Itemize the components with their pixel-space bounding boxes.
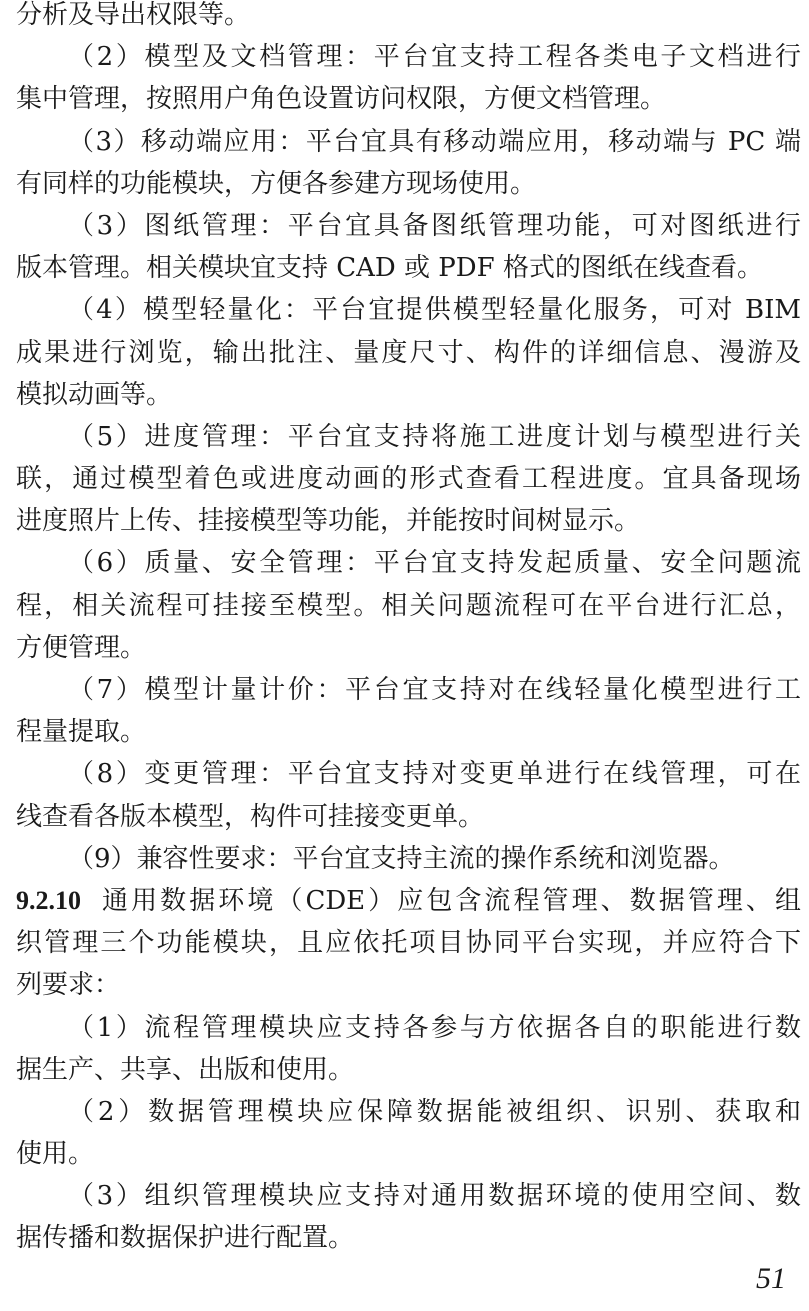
line-text: 方便管理。 (16, 632, 147, 663)
text-line (16, 542, 801, 584)
line-text: 据生产、共享、出版和使用。 (16, 1054, 355, 1085)
document-body (16, 0, 801, 1260)
line-text: 通用数据环境（CDE）应包含流程管理、数据管理、组 (99, 885, 801, 916)
line-text: 成果进行浏览，输出批注、量度尺寸、构件的详细信息、漫游及 (16, 337, 801, 368)
paragraph (16, 1091, 801, 1175)
text-line (16, 332, 801, 374)
line-text: 使用。 (16, 1139, 95, 1170)
paragraph (16, 0, 801, 36)
paragraph (16, 1007, 801, 1091)
text-line (16, 1007, 801, 1049)
line-text: （4）模型轻量化：平台宜提供模型轻量化服务，可对 BIM (68, 295, 801, 326)
paragraph (16, 669, 801, 753)
paragraph (16, 753, 801, 837)
clause-number: 9.2.10 (16, 885, 81, 915)
line-text: （7）模型计量计价：平台宜支持对在线轻量化模型进行工 (68, 675, 801, 705)
text-line (16, 121, 801, 163)
text-line (16, 669, 801, 711)
line-text: 分析及导出权限等。 (16, 0, 251, 30)
clause-paragraph (16, 880, 801, 1007)
text-line (16, 1091, 801, 1133)
line-text: （3）图纸管理：平台宜具备图纸管理功能，可对图纸进行 (68, 210, 801, 241)
line-text: （2）数据管理模块应保障数据能被组织、识别、获取和 (68, 1096, 801, 1127)
text-line (16, 627, 801, 669)
text-line (16, 922, 801, 964)
text-line (16, 416, 801, 458)
line-text: （5）进度管理：平台宜支持将施工进度计划与模型进行关 (68, 421, 801, 452)
text-line (16, 458, 801, 500)
line-text: 织管理三个功能模块，且应依托项目协同平台实现，并应符合下 (16, 928, 801, 959)
text-line (16, 1049, 801, 1091)
text-line (16, 1217, 801, 1259)
paragraph (16, 416, 801, 543)
text-line (16, 838, 801, 880)
line-text: （3）移动端应用：平台宜具有移动端应用，移动端与 PC 端 (68, 126, 801, 157)
text-line (16, 163, 801, 205)
text-line (16, 247, 801, 289)
line-text: 集中管理，按照用户角色设置访问权限，方便文档管理。 (16, 84, 667, 115)
line-text: （6）质量、安全管理：平台宜支持发起质量、安全问题流 (68, 548, 801, 579)
text-line (16, 753, 801, 795)
line-text: （9）兼容性要求：平台宜支持主流的操作系统和浏览器。 (68, 843, 735, 874)
text-line (16, 205, 801, 247)
line-text: 模拟动画等。 (16, 379, 173, 410)
text-line (16, 1133, 801, 1175)
line-text: 联，通过模型着色或进度动画的形式查看工程进度。宜具备现场 (16, 464, 801, 495)
text-line (16, 36, 801, 78)
text-line (16, 78, 801, 120)
line-text: 线查看各版本模型，构件可挂接变更单。 (16, 801, 485, 832)
line-text: 版本管理。相关模块宜支持 CAD 或 PDF 格式的图纸在线查看。 (16, 253, 763, 284)
line-text: 有同样的功能模块，方便各参建方现场使用。 (16, 168, 537, 199)
text-line (16, 711, 801, 753)
text-line (16, 0, 801, 36)
page-number: 51 (756, 1262, 786, 1295)
paragraph (16, 121, 801, 205)
line-text: 程，相关流程可挂接至模型。相关问题流程可在平台进行汇总， (16, 590, 801, 621)
line-text: （8）变更管理：平台宜支持对变更单进行在线管理，可在 (68, 759, 801, 790)
line-text: （2）模型及文档管理：平台宜支持工程各类电子文档进行 (68, 42, 801, 73)
paragraph (16, 289, 801, 416)
line-text: 程量提取。 (16, 717, 147, 748)
text-line (16, 796, 801, 838)
line-text: 进度照片上传、挂接模型等功能，并能按时间树显示。 (16, 506, 641, 537)
text-line (16, 289, 801, 331)
paragraph (16, 1175, 801, 1259)
paragraph (16, 838, 801, 880)
text-line (16, 964, 801, 1006)
line-text: 列要求： (16, 970, 121, 1001)
line-text: 据传播和数据保护进行配置。 (16, 1223, 355, 1254)
text-line (16, 1175, 801, 1217)
line-text: （1）流程管理模块应支持各参与方依据各自的职能进行数 (68, 1012, 801, 1043)
text-line (16, 374, 801, 416)
line-text: （3）组织管理模块应支持对通用数据环境的使用空间、数 (68, 1181, 801, 1212)
text-line (16, 500, 801, 542)
paragraph (16, 205, 801, 289)
text-line (16, 585, 801, 627)
paragraph (16, 542, 801, 669)
paragraph (16, 36, 801, 120)
text-line (16, 880, 801, 922)
